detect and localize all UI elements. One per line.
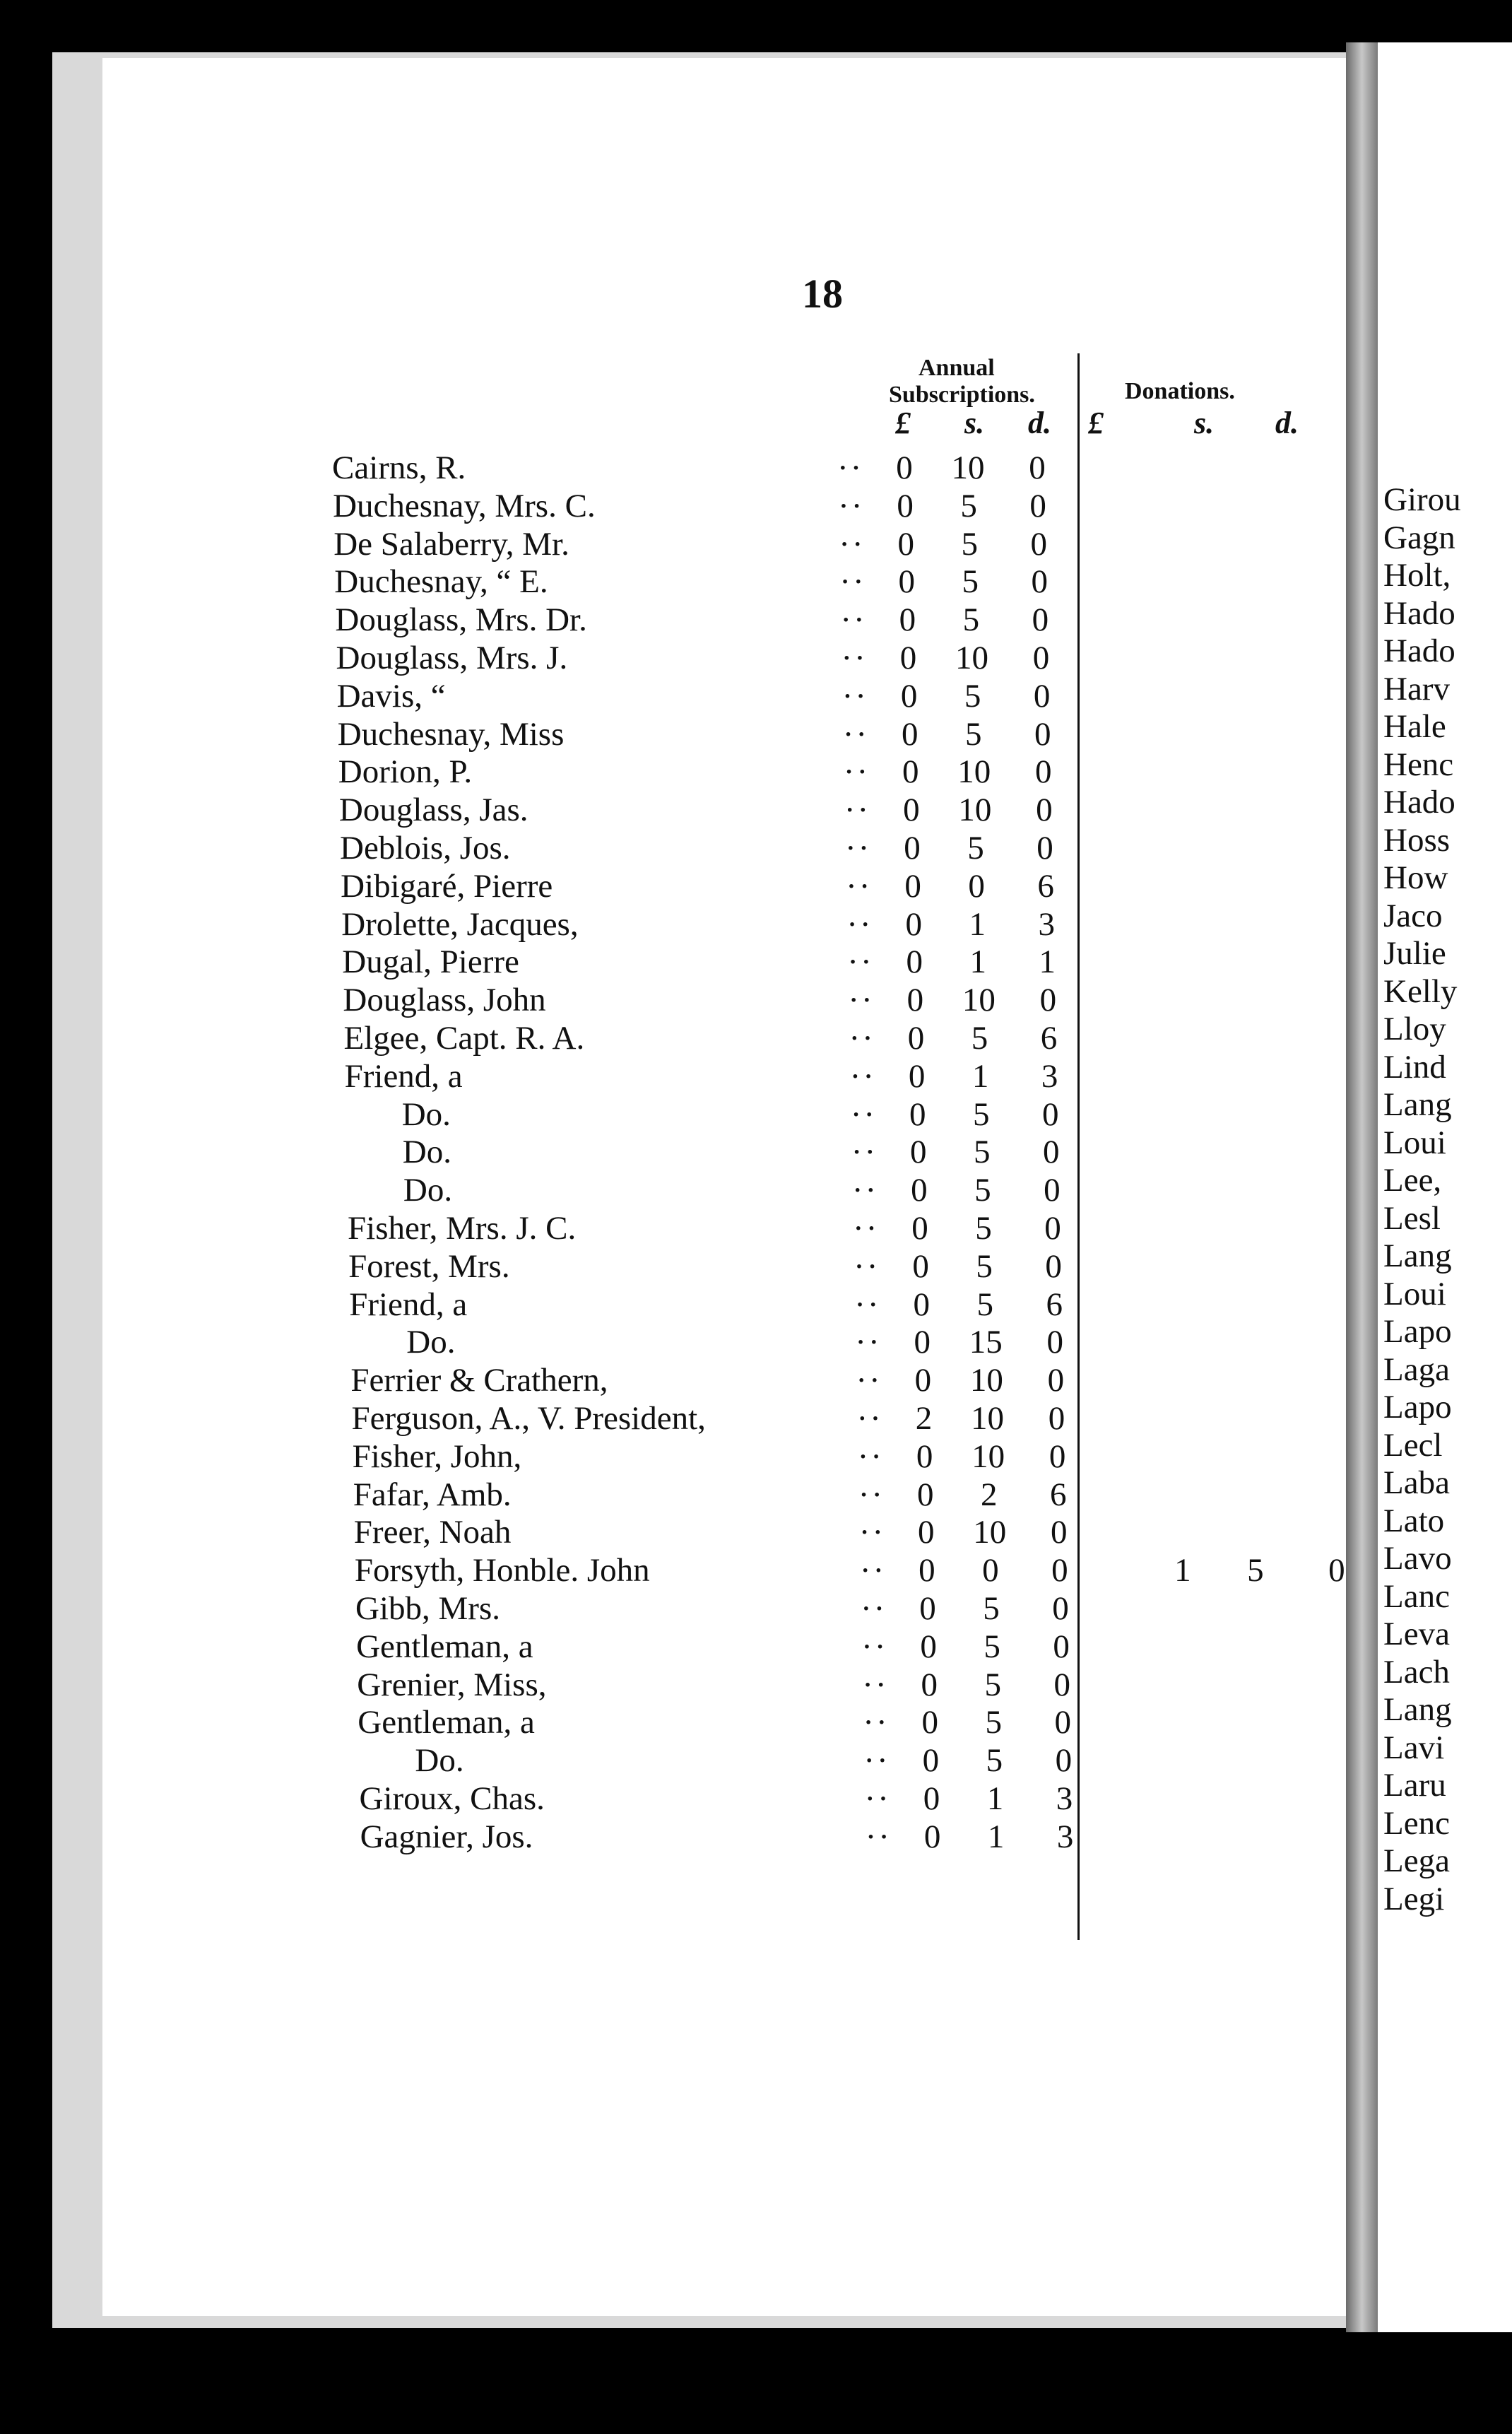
- next-page-line: Lloy: [1383, 1011, 1446, 1047]
- pounds-value: 0: [921, 1704, 939, 1741]
- shillings-value: 15: [969, 1324, 1003, 1361]
- pence-value: 0: [1029, 449, 1046, 486]
- subscriber-name: Elgee, Capt. R. A.: [343, 1020, 585, 1057]
- next-page-line: Leva: [1383, 1616, 1450, 1652]
- leader-dots: ··: [846, 867, 873, 905]
- subscription-pound-header: £: [895, 406, 911, 440]
- table-row: [0, 525, 1378, 563]
- pence-value: 0: [1032, 601, 1049, 639]
- donation-pound-header: £: [1088, 406, 1104, 440]
- pence-value: 0: [1048, 1400, 1065, 1437]
- table-row: [0, 1095, 1378, 1134]
- shillings-value: 10: [951, 449, 985, 486]
- next-page-line: Lind: [1383, 1048, 1446, 1086]
- subscriber-name: Fisher, John,: [352, 1438, 522, 1475]
- shillings-value: 0: [968, 867, 985, 905]
- shillings-value: 5: [975, 1210, 992, 1247]
- table-row: [0, 1780, 1378, 1818]
- pence-value: 0: [1051, 1514, 1068, 1551]
- pence-value: 3: [1041, 1057, 1058, 1095]
- pounds-value: 2: [915, 1400, 933, 1437]
- table-row: [0, 1741, 1378, 1780]
- pence-value: 0: [1044, 1172, 1061, 1209]
- table-row: [0, 563, 1378, 601]
- pence-value: 0: [1047, 1362, 1065, 1399]
- table-row: [0, 1399, 1378, 1438]
- table-row: [0, 1247, 1378, 1286]
- shillings-value: 5: [974, 1134, 991, 1171]
- right-page-fragment: [1378, 42, 1512, 2332]
- subscriber-name: Douglass, John: [343, 982, 546, 1019]
- next-page-line: Lang: [1383, 1086, 1452, 1123]
- leader-dots: ··: [839, 525, 866, 563]
- pence-value: 3: [1056, 1818, 1074, 1855]
- pounds-value: 0: [905, 905, 922, 943]
- next-page-line: Hado: [1383, 594, 1455, 632]
- subscriber-name: Freer, Noah: [353, 1514, 512, 1551]
- pence-value: 0: [1032, 640, 1050, 676]
- next-page-line: Kelly: [1383, 972, 1458, 1010]
- donations-header: Donations.: [1125, 378, 1235, 404]
- leader-dots: ··: [863, 1742, 890, 1780]
- pounds-value: 0: [904, 830, 921, 866]
- next-page-line: Lesl: [1383, 1199, 1441, 1237]
- table-row: [0, 753, 1378, 791]
- shillings-value: 1: [969, 943, 987, 981]
- leader-dots: ··: [843, 753, 870, 791]
- leader-dots: ··: [854, 1286, 881, 1323]
- subscriber-name: Duchesnay, Miss: [337, 715, 565, 753]
- pounds-value: 0: [921, 1666, 938, 1703]
- shillings-value: 10: [958, 792, 992, 829]
- subscriber-name: Friend, a: [349, 1286, 468, 1323]
- table-row: [0, 677, 1378, 715]
- pounds-value: 0: [906, 982, 924, 1019]
- pounds-value: 0: [923, 1818, 941, 1855]
- leader-dots: ··: [839, 563, 866, 601]
- shillings-value: 0: [982, 1552, 999, 1589]
- leader-dots: ··: [856, 1400, 883, 1437]
- donation-shillings: 5: [1247, 1552, 1264, 1589]
- shillings-value: 1: [987, 1818, 1005, 1855]
- subscriber-name: De Salaberry, Mr.: [333, 525, 569, 563]
- next-page-line: Jaco: [1383, 897, 1443, 934]
- pence-value: 6: [1049, 1476, 1067, 1513]
- annual-header: Annual: [919, 355, 995, 381]
- next-page-line: Harv: [1383, 670, 1450, 707]
- pounds-value: 0: [923, 1780, 940, 1817]
- pounds-value: 0: [908, 1057, 926, 1095]
- pence-value: 3: [1056, 1780, 1073, 1817]
- next-page-line: Lavo: [1383, 1540, 1452, 1577]
- pence-value: 0: [1034, 715, 1051, 753]
- table-row: [0, 639, 1378, 677]
- subscriber-name: Dugal, Pierre: [342, 943, 519, 981]
- subscriber-name: Cairns, R.: [332, 449, 466, 486]
- shillings-value: 1: [969, 905, 986, 943]
- subscriber-name: Gibb, Mrs.: [355, 1590, 500, 1627]
- subscriber-name: Deblois, Jos.: [340, 830, 511, 866]
- subscriber-name: Drolette, Jacques,: [341, 905, 579, 943]
- shillings-value: 5: [971, 1020, 988, 1057]
- pounds-value: 0: [922, 1742, 940, 1780]
- pence-value: 0: [1036, 830, 1053, 866]
- table-row: [0, 791, 1378, 829]
- pounds-value: 0: [911, 1210, 928, 1247]
- next-page-line: Lavi: [1383, 1729, 1445, 1766]
- table-row: [0, 1133, 1378, 1171]
- page-number: 18: [802, 271, 843, 317]
- subscriber-name: Grenier, Miss,: [357, 1666, 547, 1703]
- subscriber-name: Gentleman, a: [358, 1704, 535, 1741]
- pounds-value: 0: [916, 1476, 934, 1513]
- next-page-line: Lach: [1383, 1653, 1450, 1691]
- pounds-value: 0: [899, 640, 917, 676]
- table-row: [0, 1628, 1378, 1666]
- next-page-line: Laru: [1383, 1767, 1446, 1804]
- leader-dots: ··: [854, 1247, 880, 1285]
- shillings-value: 2: [980, 1476, 998, 1513]
- pence-value: 0: [1029, 487, 1046, 524]
- leader-dots: ··: [861, 1628, 888, 1665]
- subscriber-name: Do.: [402, 1134, 451, 1171]
- table-row: [0, 715, 1378, 753]
- shillings-value: 5: [984, 1628, 1000, 1665]
- next-page-line: Lang: [1383, 1691, 1452, 1728]
- leader-dots: ··: [853, 1210, 880, 1247]
- donation-pounds: 1: [1174, 1552, 1191, 1589]
- shillings-value: 5: [967, 830, 984, 866]
- shillings-value: 5: [964, 715, 982, 753]
- subscription-shilling-header: s.: [964, 406, 985, 440]
- pounds-value: 0: [911, 1172, 928, 1209]
- pounds-value: 0: [914, 1324, 931, 1361]
- subscriber-name: Ferguson, A., V. President,: [351, 1400, 706, 1437]
- next-page-line: Lato: [1383, 1502, 1445, 1539]
- subscriber-name: Douglass, Mrs. Dr.: [335, 601, 587, 639]
- pounds-value: 0: [902, 753, 919, 791]
- leader-dots: ··: [849, 1020, 875, 1057]
- leader-dots: ··: [858, 1514, 886, 1551]
- shillings-value: 5: [984, 1666, 1001, 1703]
- leader-dots: ··: [847, 943, 874, 981]
- subscriber-name: Duchesnay, Mrs. C.: [333, 487, 596, 524]
- pence-value: 6: [1046, 1286, 1063, 1323]
- next-page-line: Hoss: [1383, 821, 1451, 859]
- shillings-value: 10: [971, 1400, 1004, 1437]
- table-row: [0, 1361, 1378, 1399]
- subscriber-name: Friend, a: [344, 1057, 463, 1095]
- pounds-value: 0: [919, 1590, 936, 1627]
- shillings-value: 1: [971, 1057, 989, 1095]
- next-page-line: Lee,: [1383, 1162, 1442, 1199]
- subscriber-name: Gentleman, a: [356, 1628, 533, 1665]
- pence-value: 0: [1046, 1324, 1064, 1361]
- next-page-line: Gagn: [1383, 519, 1455, 556]
- shillings-value: 10: [962, 982, 996, 1019]
- donation-pence-header: d.: [1275, 406, 1299, 440]
- shillings-value: 5: [985, 1704, 1003, 1741]
- subscriber-name: Duchesnay, “ E.: [334, 563, 548, 601]
- pounds-value: 0: [919, 1552, 935, 1589]
- pounds-value: 0: [897, 487, 914, 524]
- table-row: [0, 449, 1378, 487]
- leader-dots: ··: [862, 1666, 889, 1703]
- pence-value: 0: [1053, 1628, 1070, 1665]
- next-page-line: How: [1383, 859, 1448, 896]
- table-row: [0, 1438, 1378, 1476]
- next-page-line: Hado: [1383, 784, 1455, 821]
- table-row: [0, 1286, 1378, 1324]
- next-page-line: Holt,: [1383, 557, 1451, 594]
- subscription-pence-header: d.: [1028, 406, 1051, 440]
- subscriber-name: Fisher, Mrs. J. C.: [348, 1210, 577, 1247]
- leader-dots: ··: [856, 1362, 882, 1399]
- next-page-line: Lega: [1383, 1842, 1450, 1879]
- pounds-value: 0: [913, 1286, 930, 1323]
- leader-dots: ··: [865, 1818, 892, 1855]
- leader-dots: ··: [841, 640, 868, 676]
- pence-value: 0: [1030, 525, 1047, 563]
- table-row: [0, 1057, 1378, 1095]
- shillings-value: 5: [962, 563, 979, 601]
- pounds-value: 0: [901, 715, 919, 753]
- shillings-value: 5: [976, 1286, 993, 1323]
- leader-dots: ··: [842, 715, 869, 753]
- pence-value: 0: [1044, 1210, 1061, 1247]
- shillings-value: 10: [971, 1438, 1005, 1475]
- pence-value: 0: [1053, 1666, 1070, 1703]
- next-page-line: Laga: [1383, 1351, 1450, 1388]
- pence-value: 0: [1049, 1438, 1066, 1475]
- table-row: [0, 1551, 1378, 1589]
- subscriber-name: Do.: [406, 1324, 456, 1361]
- leader-dots: ··: [841, 677, 868, 715]
- table-row: [0, 1589, 1378, 1628]
- leader-dots: ··: [851, 1134, 878, 1171]
- pence-value: 0: [1035, 753, 1052, 791]
- leader-dots: ··: [845, 830, 872, 866]
- pence-value: 6: [1037, 867, 1054, 905]
- leader-dots: ··: [859, 1552, 887, 1589]
- subscriber-name: Do.: [401, 1095, 451, 1133]
- pence-value: 3: [1038, 905, 1055, 943]
- pence-value: 6: [1040, 1020, 1058, 1057]
- subscriber-name: Do.: [403, 1172, 453, 1209]
- pence-value: 0: [1055, 1742, 1073, 1780]
- leader-dots: ··: [846, 905, 873, 943]
- shillings-value: 1: [986, 1780, 1004, 1817]
- subscriber-name: Fafar, Amb.: [353, 1476, 512, 1513]
- shillings-value: 5: [960, 487, 977, 524]
- subscriber-name: Davis, “: [336, 677, 446, 715]
- next-page-line: Girou: [1383, 481, 1461, 518]
- table-row: [0, 1666, 1378, 1704]
- leader-dots: ··: [863, 1704, 890, 1741]
- donation-pence: 0: [1328, 1552, 1345, 1589]
- table-row: [0, 1019, 1378, 1057]
- pounds-value: 0: [920, 1628, 937, 1665]
- shillings-value: 5: [983, 1590, 1000, 1627]
- pounds-value: 0: [898, 563, 916, 601]
- next-page-line: Hado: [1383, 633, 1455, 669]
- pence-value: 0: [1031, 563, 1049, 601]
- subscriber-name: Forsyth, Honble. John: [354, 1552, 650, 1589]
- pounds-value: 0: [918, 1514, 935, 1551]
- next-page-line: Lapo: [1383, 1389, 1452, 1425]
- pence-value: 0: [1051, 1552, 1068, 1589]
- shillings-value: 10: [973, 1514, 1007, 1551]
- subscriptions-header: Subscriptions.: [889, 382, 1035, 408]
- leader-dots: ··: [838, 487, 865, 524]
- subscriber-name: Dibigaré, Pierre: [341, 867, 553, 905]
- next-page-line: Lapo: [1383, 1313, 1452, 1350]
- table-row: [0, 829, 1378, 867]
- shillings-value: 5: [964, 677, 981, 715]
- table-row: [0, 981, 1378, 1019]
- pounds-value: 0: [912, 1247, 929, 1285]
- pounds-value: 0: [900, 677, 918, 715]
- pence-value: 0: [1043, 1134, 1060, 1171]
- table-row: [0, 1171, 1378, 1209]
- leader-dots: ··: [837, 449, 864, 486]
- subscriber-name: Ferrier & Crathern,: [350, 1362, 608, 1399]
- shillings-value: 10: [955, 640, 988, 676]
- pounds-value: 0: [910, 1134, 927, 1171]
- next-page-line: Lenc: [1383, 1804, 1450, 1842]
- table-row: [0, 943, 1378, 981]
- leader-dots: ··: [844, 792, 871, 829]
- pence-value: 0: [1045, 1247, 1062, 1285]
- table-row: [0, 1818, 1378, 1856]
- shillings-value: 5: [962, 601, 980, 639]
- table-row: [0, 867, 1378, 905]
- pounds-value: 0: [896, 449, 913, 486]
- next-page-line: Henc: [1383, 746, 1454, 783]
- leader-dots: ··: [848, 982, 875, 1019]
- table-row: [0, 601, 1378, 639]
- leader-dots: ··: [864, 1780, 891, 1817]
- table-row: [0, 1209, 1378, 1247]
- shillings-value: 10: [969, 1362, 1003, 1399]
- pence-value: 1: [1039, 943, 1056, 981]
- shillings-value: 5: [976, 1247, 993, 1285]
- table-row: [0, 1323, 1378, 1361]
- next-page-line: Loui: [1383, 1124, 1446, 1161]
- pence-value: 0: [1039, 982, 1057, 1019]
- table-row: [0, 1476, 1378, 1514]
- pounds-value: 0: [916, 1438, 933, 1475]
- pounds-value: 0: [903, 792, 920, 829]
- leader-dots: ··: [857, 1438, 884, 1475]
- subscriber-name: Giroux, Chas.: [359, 1780, 545, 1817]
- subscriber-name: Forest, Mrs.: [348, 1247, 510, 1285]
- next-page-line: Loui: [1383, 1275, 1446, 1312]
- shillings-value: 5: [974, 1172, 991, 1209]
- shillings-value: 5: [972, 1095, 990, 1133]
- shillings-value: 10: [957, 753, 991, 791]
- leader-dots: ··: [850, 1095, 877, 1133]
- next-page-line: Julie: [1383, 935, 1446, 972]
- leader-dots: ··: [851, 1172, 879, 1209]
- subscriber-name: Gagnier, Jos.: [360, 1818, 533, 1855]
- shillings-value: 5: [986, 1742, 1003, 1780]
- pounds-value: 0: [899, 601, 916, 639]
- pence-value: 0: [1054, 1704, 1072, 1741]
- table-row: [0, 1513, 1378, 1551]
- shillings-value: 5: [961, 525, 978, 563]
- pounds-value: 0: [907, 1020, 925, 1057]
- next-page-line: Legi: [1383, 1880, 1445, 1917]
- table-row: [0, 1703, 1378, 1741]
- pence-value: 0: [1052, 1590, 1069, 1627]
- pounds-value: 0: [906, 943, 923, 981]
- donation-shilling-header: s.: [1194, 406, 1215, 440]
- leader-dots: ··: [861, 1590, 887, 1627]
- subscriber-name: Do.: [415, 1742, 464, 1780]
- subscriber-name: Douglass, Jas.: [338, 792, 528, 829]
- leader-dots: ··: [855, 1324, 882, 1361]
- pounds-value: 0: [909, 1095, 926, 1133]
- next-page-line: Lang: [1383, 1237, 1452, 1274]
- table-row: [0, 487, 1378, 525]
- pounds-value: 0: [904, 867, 921, 905]
- next-page-line: Hale: [1383, 708, 1446, 745]
- next-page-line: Laba: [1383, 1464, 1450, 1501]
- pence-value: 0: [1036, 792, 1053, 829]
- pence-value: 0: [1041, 1095, 1059, 1133]
- pounds-value: 0: [914, 1362, 932, 1399]
- pounds-value: 0: [897, 525, 914, 563]
- pence-value: 0: [1033, 677, 1051, 715]
- next-page-line: Lanc: [1383, 1577, 1450, 1615]
- leader-dots: ··: [858, 1476, 885, 1513]
- subscriber-name: Dorion, P.: [338, 753, 473, 791]
- next-page-line: Lecl: [1383, 1426, 1443, 1464]
- table-row: [0, 905, 1378, 943]
- leader-dots: ··: [849, 1057, 876, 1095]
- subscriber-name: Douglass, Mrs. J.: [336, 640, 568, 676]
- leader-dots: ··: [840, 601, 867, 639]
